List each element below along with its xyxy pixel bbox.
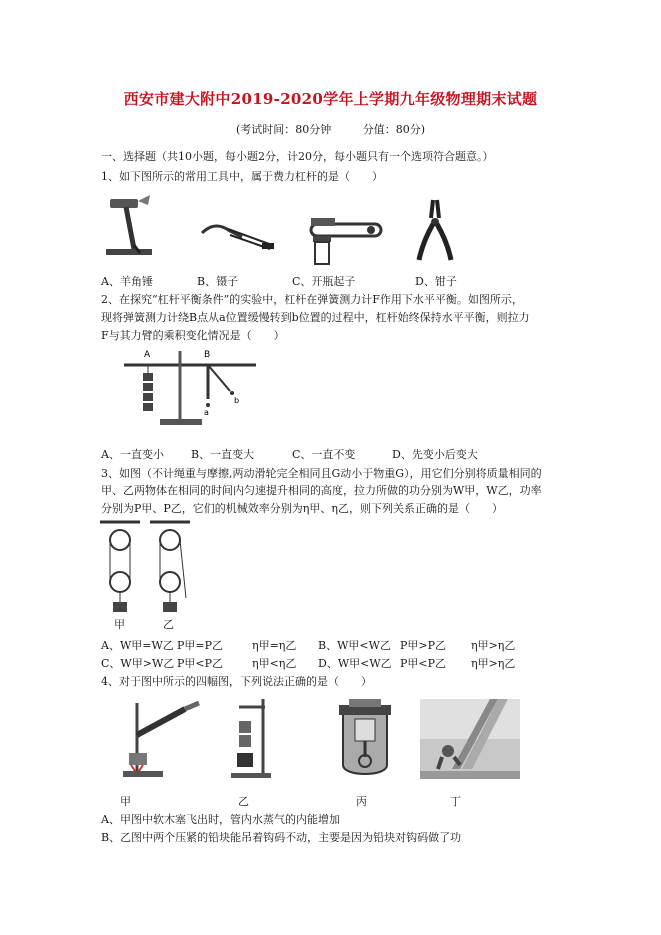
exam-time: (考试时间：80分钟 <box>235 123 332 136</box>
steam-tube-figure <box>115 695 205 780</box>
q3-option-a-w: A、W甲=W乙 <box>101 639 174 652</box>
lever-label-a: A <box>144 350 151 360</box>
slide-photo-figure <box>420 699 520 779</box>
q1-option-b: B、镊子 <box>197 275 239 288</box>
q4-option-b: B、乙图中两个压紧的铅块能吊着钩码不动，主要是因为铅块对钩码做了功 <box>101 831 462 844</box>
hammer-icon <box>104 193 154 263</box>
q3-option-a-eta: η甲=η乙 <box>252 639 297 652</box>
q2-option-a: A、一直变小 <box>101 448 164 461</box>
q3-option-c-w: C、W甲>W乙 <box>101 657 175 670</box>
pulley-diagram-jia <box>100 518 140 618</box>
q3-option-d-p: P甲<P乙 <box>400 657 447 670</box>
q3-stem-line-2: 甲、乙两物体在相同的时间内匀速提升相同的高度，拉力所做的功分别为W甲，W乙，功率 <box>101 484 542 497</box>
exam-score: 分值：80分) <box>362 123 426 136</box>
q1-option-a: A、羊角锤 <box>101 275 153 288</box>
q3-fig-label-yi: 乙 <box>163 618 174 631</box>
q1-stem: 1、如下图所示的常用工具中，属于费力杠杆的是（ ） <box>101 170 383 183</box>
q3-option-c-eta: η甲<η乙 <box>252 657 297 670</box>
bottle-opener-icon <box>305 212 385 267</box>
q3-option-b-w: B、W甲<W乙 <box>318 639 391 652</box>
q3-stem-line-1: 3、如图（不计绳重与摩擦,两动滑轮完全相同且G动小于物重G），用它们分别将质量相同的 <box>101 467 542 480</box>
pliers-icon <box>415 198 455 263</box>
q3-option-d-eta: η甲>η乙 <box>471 657 516 670</box>
q3-option-d-w: D、W甲<W乙 <box>318 657 392 670</box>
tweezers-icon <box>198 215 278 255</box>
q4-fig-label-jia: 甲 <box>120 795 131 808</box>
q3-option-b-p: P甲>P乙 <box>400 639 447 652</box>
lever-label-b: B <box>204 350 211 360</box>
q3-option-b-eta: η甲>η乙 <box>471 639 516 652</box>
q2-stem-line-2: 现将弹簧测力计绕B点从a位置缓慢转到b位置的过程中，杠杆始终保持水平平衡，则拉力 <box>101 311 530 324</box>
engine-figure <box>333 695 398 780</box>
lever-diagram <box>120 345 260 430</box>
q4-stem: 4、对于图中所示的四幅图，下列说法正确的是（ ） <box>101 675 372 688</box>
section-heading: 一、选择题（共10小题，每小题2分，计20分，每小题只有一个选项符合题意。） <box>101 150 494 163</box>
lever-label-pos-b: b <box>234 396 240 405</box>
q3-fig-label-jia: 甲 <box>114 618 125 631</box>
q3-option-c-p: P甲<P乙 <box>177 657 224 670</box>
q4-fig-label-ding: 丁 <box>450 795 461 808</box>
page-title: 西安市建大附中2019-2020学年上学期九年级物理期末试题 <box>123 90 538 108</box>
q4-option-a: A、甲图中软木塞飞出时，管内水蒸气的内能增加 <box>101 813 340 826</box>
q3-stem-line-3: 分别为P甲、P乙，它们的机械效率分别为η甲、η乙，则下列关系正确的是（ ） <box>101 502 503 515</box>
q1-option-c: C、开瓶起子 <box>292 275 356 288</box>
q3-option-a-p: P甲=P乙 <box>177 639 224 652</box>
q2-option-d: D、先变小后变大 <box>392 448 478 461</box>
q1-option-d: D、钳子 <box>415 275 457 288</box>
q2-option-c: C、一直不变 <box>292 448 356 461</box>
q4-fig-label-bing: 丙 <box>356 795 367 808</box>
lead-blocks-figure <box>225 695 275 780</box>
lever-label-pos-a: a <box>204 408 209 417</box>
pulley-diagram-yi <box>150 518 190 618</box>
q2-stem-line-3: F与其力臂的乘积变化情况是（ ） <box>101 329 285 342</box>
q4-fig-label-yi: 乙 <box>238 795 249 808</box>
q2-option-b: B、一直变大 <box>191 448 255 461</box>
exam-meta <box>0 121 661 137</box>
q2-stem-line-1: 2、在探究“杠杆平衡条件”的实验中，杠杆在弹簧测力计F作用下水平平衡。如图所示， <box>101 293 523 306</box>
